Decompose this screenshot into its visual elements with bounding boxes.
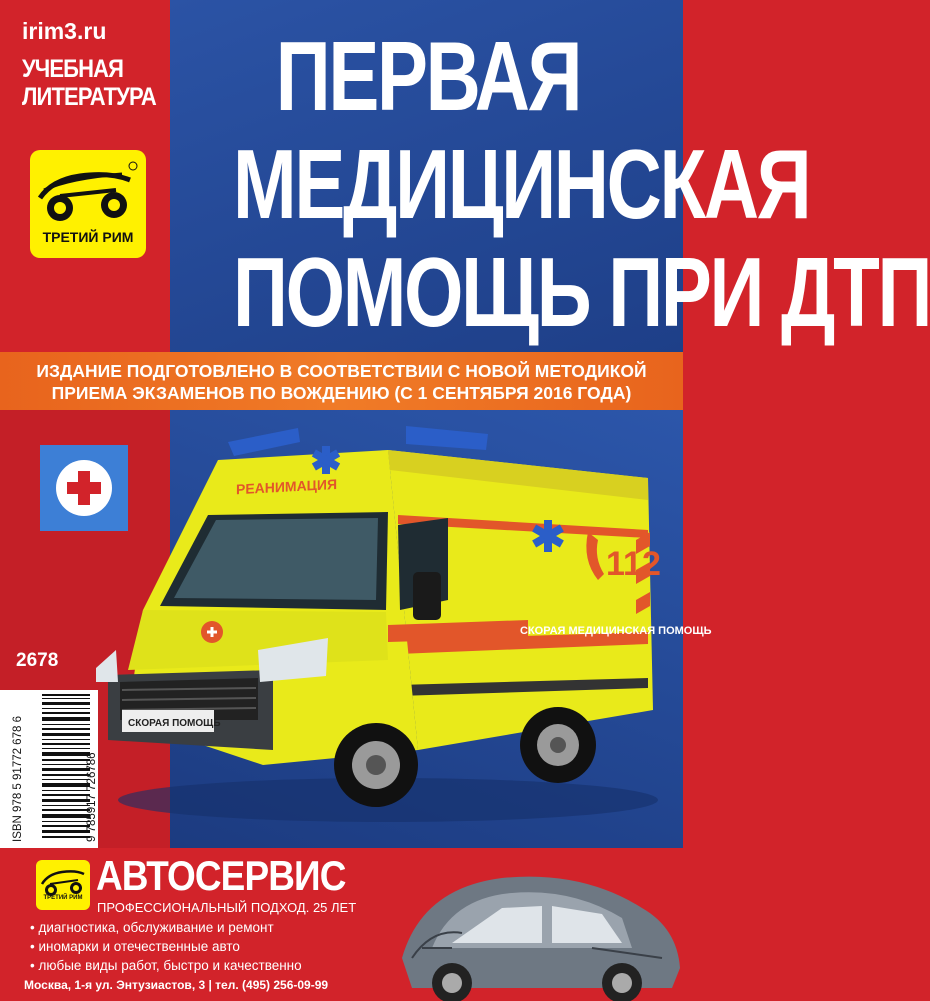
feature-item: • иномарки и отечественные авто xyxy=(30,937,302,956)
car-cutaway-icon xyxy=(392,848,683,1001)
footer-publisher-name: ТРЕТИЙ РИМ xyxy=(43,895,83,901)
title-line-3: ПОМОЩЬ ПРИ ДТП xyxy=(233,237,930,347)
series-line-2: ЛИТЕРАТУРА xyxy=(22,83,156,111)
autoservice-features xyxy=(30,918,302,975)
publisher-name: ТРЕТИЙ РИМ xyxy=(42,229,134,245)
ambulance-side-number: 112 xyxy=(606,545,661,583)
title-line-2: МЕДИЦИНСКАЯ xyxy=(233,129,810,239)
car-logo-icon xyxy=(30,150,146,230)
feature-item: • любые виды работ, быстро и качественно xyxy=(30,956,302,975)
feature-item: • диагностика, обслуживание и ремонт xyxy=(30,918,302,937)
autoservice-heading: АВТОСЕРВИС xyxy=(96,852,346,899)
barcode-number: 9 785917 726786 xyxy=(86,752,98,842)
banner-line-2: ПРИЕМА ЭКЗАМЕНОВ ПО ВОЖДЕНИЮ (С 1 СЕНТЯБРЯ 2016 ГОДА) xyxy=(51,383,632,403)
banner-line-1: ИЗДАНИЕ ПОДГОТОВЛЕНО В СООТВЕТСТВИИ С НОВОЙ МЕТОДИКОЙ xyxy=(36,361,647,381)
ambulance-plate: СКОРАЯ ПОМОЩЬ xyxy=(128,718,221,729)
edition-banner-text xyxy=(0,360,683,404)
title-line-1: ПЕРВАЯ xyxy=(275,21,581,131)
ambulance-side-label: СКОРАЯ МЕДИЦИНСКАЯ ПОМОЩЬ xyxy=(520,625,712,637)
isbn-number: ISBN 978 5 91772 678 6 xyxy=(12,716,24,842)
footer-publisher-logo xyxy=(36,860,90,910)
barcode-icon xyxy=(40,690,92,840)
website-link[interactable]: irim3.ru xyxy=(22,18,107,44)
series-label xyxy=(22,55,156,111)
isbn-text xyxy=(12,682,98,842)
ambulance-roof-label: РЕАНИМАЦИЯ xyxy=(236,475,338,498)
catalog-number: 2678 xyxy=(16,650,59,671)
footer-car-logo-icon xyxy=(36,860,90,900)
autoservice-address: Москва, 1-я ул. Энтузиастов, 3 | тел. (495) 256-09-99 xyxy=(24,978,329,992)
book-title xyxy=(178,21,930,347)
autoservice-subheading: ПРОФЕССИОНАЛЬНЫЙ ПОДХОД. 25 ЛЕТ xyxy=(97,900,357,915)
series-line-1: УЧЕБНАЯ xyxy=(22,55,124,83)
ambulance-illustration xyxy=(88,420,712,840)
